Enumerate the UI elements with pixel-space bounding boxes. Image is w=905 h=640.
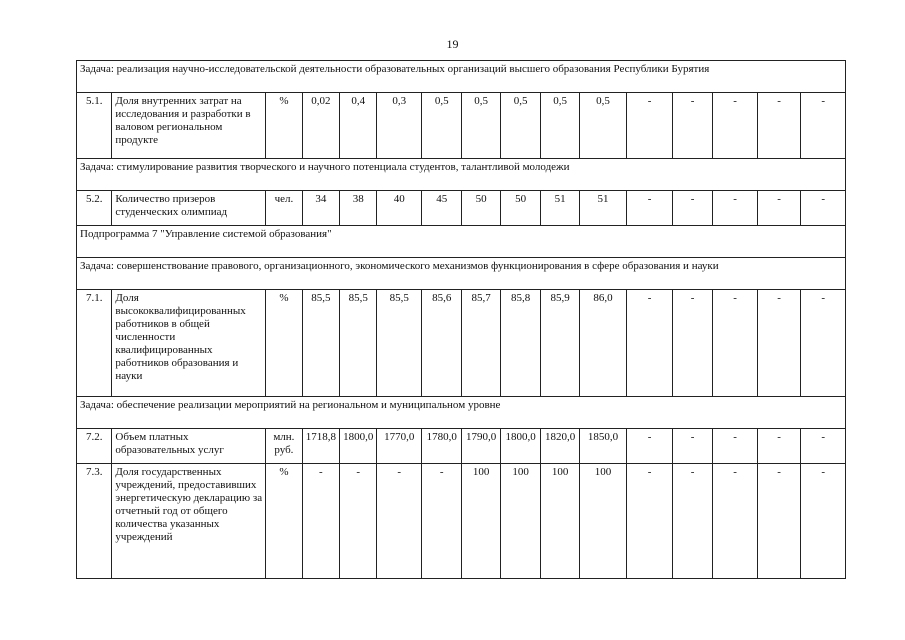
indicator-unit: % [266, 93, 302, 159]
indicator-number: 5.1. [77, 93, 112, 159]
indicator-value-empty: - [757, 464, 801, 579]
indicator-value: 85,5 [302, 290, 339, 397]
indicator-value: 51 [579, 191, 627, 226]
indicator-number: 7.1. [77, 290, 112, 397]
indicator-value-empty: - [672, 191, 712, 226]
indicator-value: 0,02 [302, 93, 339, 159]
indicator-name: Количество призеров студенческих олимпиад [112, 191, 266, 226]
indicator-value: 100 [462, 464, 500, 579]
task-text: Задача: реализация научно-исследовательской деятельности образовательных организаций высшего образования Республики Бурятия [77, 61, 846, 93]
indicator-value: 1780,0 [421, 429, 461, 464]
indicator-value-empty: - [713, 429, 758, 464]
indicator-value: 100 [579, 464, 627, 579]
indicator-value: 1800,0 [340, 429, 377, 464]
indicator-value: 1820,0 [541, 429, 579, 464]
indicator-value: - [302, 464, 339, 579]
indicator-value: 85,5 [340, 290, 377, 397]
indicator-value-empty: - [627, 290, 673, 397]
indicator-unit: млн. руб. [266, 429, 302, 464]
indicator-value-empty: - [757, 429, 801, 464]
indicator-value: 50 [500, 191, 540, 226]
table-row [77, 290, 846, 397]
indicator-value-empty: - [757, 290, 801, 397]
indicator-name: Доля внутренних затрат на исследования и разработки в валовом региональном продукте [112, 93, 266, 159]
task-text: Подпрограмма 7 "Управление системой образования" [77, 226, 846, 258]
task-row [77, 258, 846, 290]
indicator-name: Доля высококвалифицированных работников в общей численности квалифицированных работников образования и науки [112, 290, 266, 397]
indicator-value: 0,3 [377, 93, 422, 159]
table-row [77, 464, 846, 579]
indicator-value-empty: - [672, 429, 712, 464]
indicator-unit: % [266, 290, 302, 397]
indicator-value: 50 [462, 191, 500, 226]
indicator-number: 5.2. [77, 191, 112, 226]
indicator-value: - [421, 464, 461, 579]
indicator-value: 1770,0 [377, 429, 422, 464]
indicator-number: 7.3. [77, 464, 112, 579]
indicator-value-empty: - [801, 429, 846, 464]
indicator-unit: % [266, 464, 302, 579]
indicator-value: 1790,0 [462, 429, 500, 464]
indicator-value: 85,8 [500, 290, 540, 397]
indicator-value: - [377, 464, 422, 579]
indicator-value: 0,5 [579, 93, 627, 159]
indicator-value: 0,5 [500, 93, 540, 159]
indicator-value-empty: - [757, 191, 801, 226]
indicator-value-empty: - [672, 464, 712, 579]
indicators-table [76, 60, 846, 579]
indicator-value-empty: - [713, 464, 758, 579]
indicator-value-empty: - [801, 191, 846, 226]
task-text: Задача: стимулирование развития творческого и научного потенциала студентов, талантливой молодежи [77, 159, 846, 191]
indicator-value: 0,5 [462, 93, 500, 159]
indicator-value: 85,6 [421, 290, 461, 397]
indicator-value: - [340, 464, 377, 579]
indicator-value-empty: - [627, 464, 673, 579]
indicator-value: 1850,0 [579, 429, 627, 464]
table-row [77, 429, 846, 464]
indicator-unit: чел. [266, 191, 302, 226]
task-row [77, 61, 846, 93]
indicator-value-empty: - [757, 93, 801, 159]
indicator-value: 40 [377, 191, 422, 226]
indicator-value: 34 [302, 191, 339, 226]
indicator-value-empty: - [713, 290, 758, 397]
task-row [77, 226, 846, 258]
indicator-value: 0,5 [421, 93, 461, 159]
indicator-name: Объем платных образовательных услуг [112, 429, 266, 464]
indicator-value: 0,4 [340, 93, 377, 159]
indicator-value-empty: - [627, 191, 673, 226]
indicator-value-empty: - [627, 429, 673, 464]
indicator-name: Доля государственных учреждений, предоставивших энергетическую декларацию за отчетный год от общего количества указанных учреждений [112, 464, 266, 579]
indicator-value-empty: - [801, 290, 846, 397]
indicator-value-empty: - [672, 290, 712, 397]
indicator-value-empty: - [672, 93, 712, 159]
page-number: 19 [446, 37, 459, 51]
table-body [77, 61, 846, 579]
indicator-value-empty: - [801, 93, 846, 159]
indicator-value: 85,9 [541, 290, 579, 397]
indicator-value: 86,0 [579, 290, 627, 397]
indicator-value: 85,5 [377, 290, 422, 397]
task-text: Задача: совершенствование правового, организационного, экономического механизмов функционирования в сфере образования и науки [77, 258, 846, 290]
indicator-value: 1800,0 [500, 429, 540, 464]
task-text: Задача: обеспечение реализации мероприятий на региональном и муниципальном уровне [77, 397, 846, 429]
indicator-value-empty: - [801, 464, 846, 579]
task-row [77, 397, 846, 429]
table-row [77, 93, 846, 159]
indicator-number: 7.2. [77, 429, 112, 464]
indicator-value: 1718,8 [302, 429, 339, 464]
indicator-value: 45 [421, 191, 461, 226]
indicator-value: 100 [500, 464, 540, 579]
indicator-value-empty: - [713, 93, 758, 159]
table-row [77, 191, 846, 226]
indicator-value-empty: - [713, 191, 758, 226]
indicator-value: 51 [541, 191, 579, 226]
task-row [77, 159, 846, 191]
indicator-value: 85,7 [462, 290, 500, 397]
indicator-value: 0,5 [541, 93, 579, 159]
indicator-value: 100 [541, 464, 579, 579]
indicator-value: 38 [340, 191, 377, 226]
indicator-value-empty: - [627, 93, 673, 159]
